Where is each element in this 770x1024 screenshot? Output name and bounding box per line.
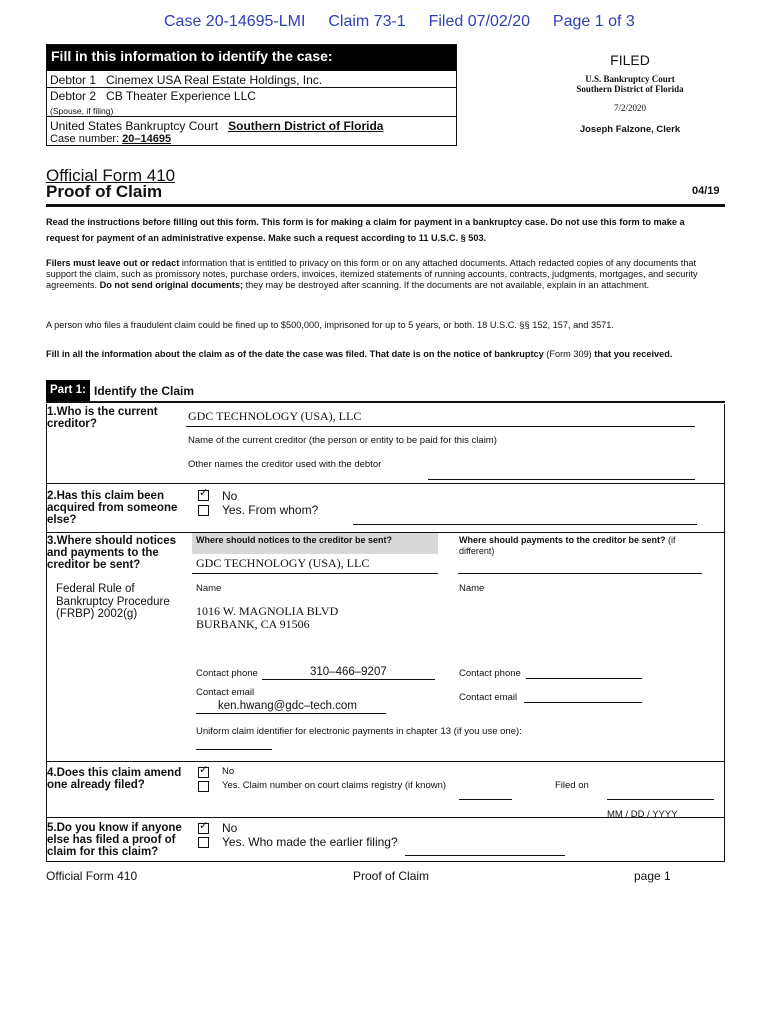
q2-from-whom-field[interactable] xyxy=(353,524,697,525)
instructions-para3: A person who files a fraudulent claim could be fined up to $500,000, imprisoned for up to 5 years, or both. 18 U.S.C. §§ 152, 157, and 3571. xyxy=(46,320,614,330)
q3-uci-field[interactable] xyxy=(196,749,272,750)
q2-text: Has this claim been acquired from someone else? xyxy=(47,490,178,526)
debtor1-value[interactable]: Cinemex USA Real Estate Holdings, Inc. xyxy=(106,73,323,87)
claim-number-banner: Claim 73-1 xyxy=(328,13,406,30)
q3-notice-name-line xyxy=(192,573,438,574)
originals-text: they may be destroyed after scanning. If the documents are not available, explain in an attachment. xyxy=(243,280,650,290)
originals-warning: Do not send original documents; xyxy=(99,280,244,290)
page-count-banner: Page 1 of 3 xyxy=(552,13,635,30)
q5-number: 5. xyxy=(47,822,57,834)
redact-heading: Filers must leave out or redact xyxy=(46,258,180,268)
spouse-note: (Spouse, if filing) xyxy=(50,106,114,116)
q3-payments-header-text: Where should payments to the creditor be sent? xyxy=(459,535,666,545)
q2-question xyxy=(47,490,179,526)
q3-contact-phone-value[interactable]: 310–466–9207 xyxy=(310,666,387,678)
instructions-para1: Read the instructions before filling out this form. This form is for making a claim for payment in a bankruptcy case. Do not use this form to make a request for payment of an administrative expense. Make such a request according to 11 U.S.C. § 503. xyxy=(46,217,685,243)
q3-contact-phone-line xyxy=(262,679,435,680)
q3-uci-label: Uniform claim identifier for electronic payments in chapter 13 (if you use one): xyxy=(196,726,522,737)
filed-stamp xyxy=(540,52,720,135)
q3-notices-header: Where should notices to the creditor be sent? xyxy=(192,533,438,554)
q4-date-format: MM / DD / YYYY xyxy=(607,809,678,820)
debtor1-label: Debtor 1 xyxy=(50,73,97,87)
q5-no-label: No xyxy=(222,821,238,835)
q5-yes-label: Yes. Who made the earlier filing? xyxy=(222,835,398,849)
q3-payment-name-field[interactable] xyxy=(458,573,702,574)
q1-other-names-caption: Other names the creditor used with the debtor xyxy=(188,459,382,470)
q3-address-line1[interactable]: 1016 W. MAGNOLIA BLVD xyxy=(196,604,339,618)
q4-number: 4. xyxy=(47,767,57,779)
q1-creditor-name[interactable]: GDC TECHNOLOGY (USA), LLC xyxy=(188,409,362,423)
part1-rule xyxy=(46,401,725,403)
q3-question xyxy=(47,535,179,571)
q3-contact-email-label: Contact email xyxy=(196,687,255,698)
fill-instruction: Fill in all the information about the claim as of the date the case was filed. That date is on the notice of bankruptcy xyxy=(46,349,544,359)
instructions-para2 xyxy=(46,258,716,291)
q4-claim-number-field[interactable] xyxy=(459,799,512,800)
stamp-court-line1: U.S. Bankruptcy Court xyxy=(585,74,675,84)
q5-text: Do you know if anyone else has filed a proof of claim for this claim? xyxy=(47,822,182,858)
court-row xyxy=(50,119,383,133)
filed-stamp-title: FILED xyxy=(610,52,650,68)
court-label: United States Bankruptcy Court xyxy=(50,119,219,133)
q4-no-label: No xyxy=(222,766,235,777)
case-number-banner: Case 20-14695-LMI xyxy=(164,13,306,30)
q2-no-label: No xyxy=(222,489,238,503)
q1-number: 1. xyxy=(47,406,57,418)
checkmark-icon: ✓ xyxy=(199,764,209,776)
q3-rule-note: Federal Rule of Bankruptcy Procedure (FRBP) 2002(g) xyxy=(56,583,170,620)
q2-no-checkbox[interactable] xyxy=(198,487,209,501)
form-version: 04/19 xyxy=(692,185,720,197)
q3-text: Where should notices and payments to the creditor be sent? xyxy=(47,535,177,571)
q3-payments-header xyxy=(456,533,708,558)
q4-question xyxy=(47,767,187,791)
q3-address-line2[interactable]: BURBANK, CA 91506 xyxy=(196,617,310,631)
footer-form-title: Proof of Claim xyxy=(353,869,430,883)
q4-text: Does this claim amend one already filed? xyxy=(47,767,182,791)
q1-other-names-field[interactable] xyxy=(428,479,695,480)
stamp-date: 7/2/2020 xyxy=(613,103,646,113)
checkmark-icon: ✓ xyxy=(199,487,209,499)
q4-yes-label: Yes. Claim number on court claims registry (if known) xyxy=(222,780,447,791)
case-number-label: Case number: xyxy=(50,133,120,145)
q2-yes-checkbox[interactable] xyxy=(198,505,209,516)
q1-creditor-line xyxy=(186,426,695,427)
form-number: Official Form 410 xyxy=(46,166,176,185)
form-title: Proof of Claim xyxy=(46,182,163,201)
part1-label: Part 1: xyxy=(46,380,90,402)
q3-contact-email-line xyxy=(196,713,386,714)
q2-yes-label: Yes. From whom? xyxy=(222,503,319,517)
case-banner xyxy=(164,13,635,31)
q1-text: Who is the current creditor? xyxy=(47,406,158,430)
footer-form-number: Official Form 410 xyxy=(46,869,138,883)
case-number-value[interactable]: 20–14695 xyxy=(122,133,172,145)
instructions-para4 xyxy=(46,349,736,359)
identify-box-header: Fill in this information to identify the case: xyxy=(47,45,456,71)
part1-title: Identify the Claim xyxy=(94,384,195,398)
q3-number: 3. xyxy=(47,535,57,547)
q3-contact-email-value[interactable]: ken.hwang@gdc–tech.com xyxy=(218,700,357,712)
form-309-ref: (Form 309) xyxy=(543,349,595,359)
q3-notice-name-caption: Name xyxy=(196,583,222,594)
checkmark-icon: ✓ xyxy=(199,820,209,832)
debtor2-label: Debtor 2 xyxy=(50,89,97,103)
redact-text: information that is entitled to privacy on this form or on any attached documents. Attach redacted copies of any documents that support the claim, such as promissory notes, purchase orders, invoices, itemized statements of running accounts, contracts, judgments, mortgages, and security agreements. xyxy=(46,258,698,290)
q3-notice-name[interactable]: GDC TECHNOLOGY (USA), LLC xyxy=(196,556,370,570)
q2-number: 2. xyxy=(47,490,57,502)
q3-contact-phone-label: Contact phone xyxy=(196,668,258,679)
q1-question xyxy=(47,406,179,430)
debtor2-row xyxy=(50,89,256,103)
q3-payment-email-label: Contact email xyxy=(459,692,518,703)
title-rule xyxy=(46,204,725,207)
stamp-court-line2: Southern District of Florida xyxy=(576,84,684,94)
footer-page-number: page 1 xyxy=(634,869,671,883)
debtor1-row xyxy=(50,73,322,87)
q5-question xyxy=(47,822,187,858)
q5-yes-checkbox[interactable] xyxy=(198,837,209,848)
debtor2-value[interactable]: CB Theater Experience LLC xyxy=(106,89,256,103)
q5-no-checkbox[interactable] xyxy=(198,820,209,834)
stamp-clerk: Joseph Falzone, Clerk xyxy=(579,124,681,135)
court-district-value[interactable]: Southern District of Florida xyxy=(228,119,384,133)
q3-payments-header-note: (if different) xyxy=(459,535,676,556)
q4-filed-on-field[interactable] xyxy=(607,799,714,800)
q4-yes-checkbox[interactable] xyxy=(198,781,209,792)
case-identify-box xyxy=(46,44,457,146)
q5-earlier-filer-field[interactable] xyxy=(405,855,565,856)
filed-date-banner: Filed 07/02/20 xyxy=(428,13,530,30)
q1-name-caption: Name of the current creditor (the person or entity to be paid for this claim) xyxy=(188,435,497,446)
q3-payment-name-caption: Name xyxy=(459,583,485,594)
q4-filed-on-label: Filed on xyxy=(555,780,589,791)
q4-no-checkbox[interactable] xyxy=(198,764,209,778)
q3-payment-phone-label: Contact phone xyxy=(459,668,521,679)
case-number-row xyxy=(50,133,171,145)
q3-payment-phone-field[interactable] xyxy=(526,678,642,679)
fill-instruction-end: that you received. xyxy=(594,349,673,359)
q3-payment-email-field[interactable] xyxy=(524,702,642,703)
